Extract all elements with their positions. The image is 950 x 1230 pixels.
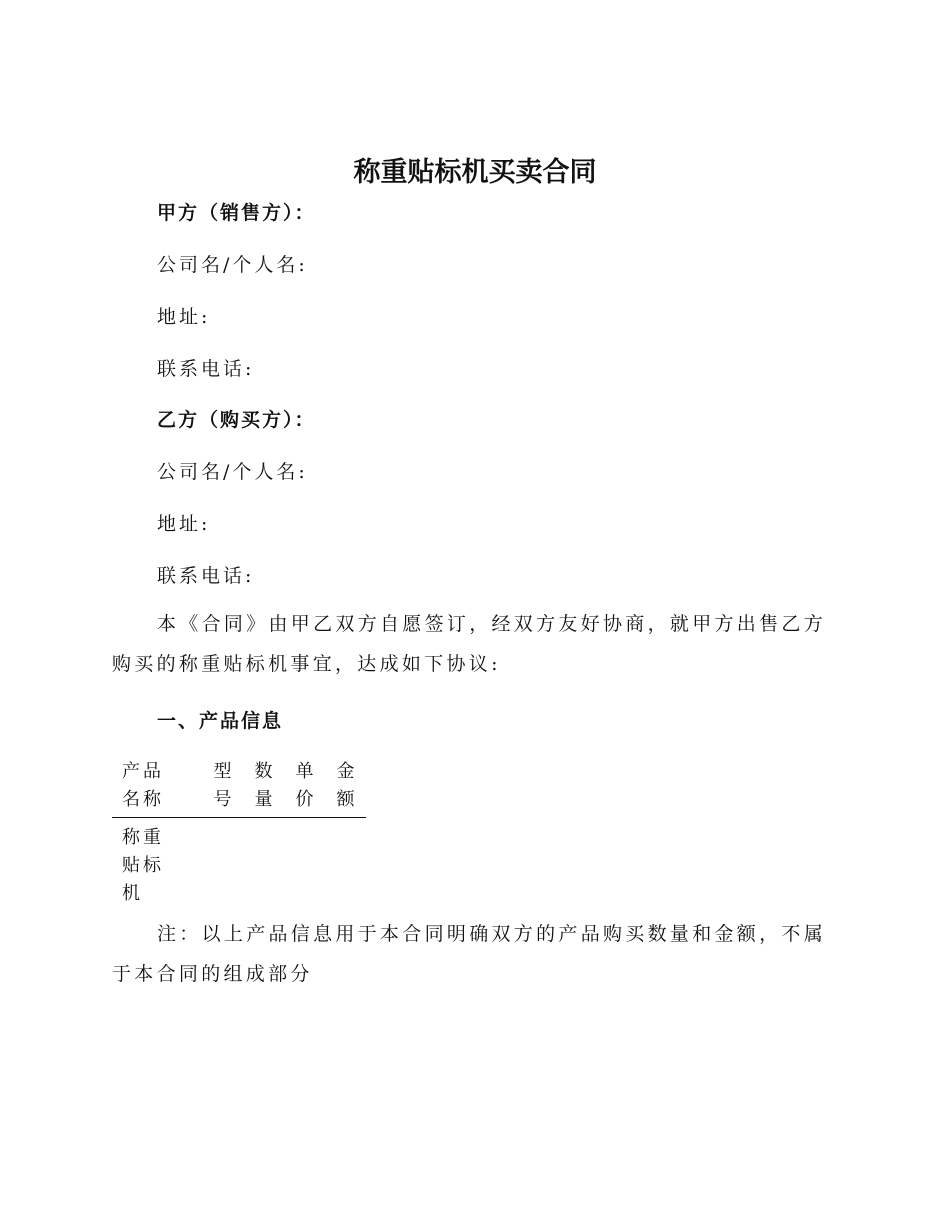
party-b-heading: 乙方（购买方）： [157, 409, 316, 431]
party-b-name-label: 公司名/个人名: [157, 461, 308, 483]
header-unit-price [284, 758, 325, 818]
intro-paragraph: 本《合同》由甲乙双方自愿签订，经双方友好协商，就甲方出售乙方购买的称重贴标机事宜，达成如下协议: [112, 613, 827, 675]
cell-product-name [112, 818, 202, 912]
header-amount [325, 758, 366, 818]
party-b-address-label: 地址: [157, 513, 211, 535]
party-b-phone-label: 联系电话: [157, 565, 255, 587]
header-unit-price-text: 单价 [295, 761, 314, 810]
cell-product-name-text: 称重贴标机 [122, 827, 164, 904]
product-table [112, 758, 366, 911]
cell-quantity [243, 818, 284, 912]
header-product-name-text: 产品名称 [122, 761, 164, 810]
document-title: 称重贴标机买卖合同 [353, 157, 597, 188]
header-product-name [112, 758, 202, 818]
party-a-phone-label: 联系电话: [157, 358, 255, 380]
header-quantity [243, 758, 284, 818]
header-amount-text: 金额 [336, 761, 355, 810]
party-a-heading: 甲方（销售方）： [157, 202, 316, 224]
cell-model [202, 818, 243, 912]
table-row [112, 818, 366, 912]
party-a-name-label: 公司名/个人名: [157, 254, 308, 276]
note-paragraph: 注：以上产品信息用于本合同明确双方的产品购买数量和金额，不属于本合同的组成部分 [112, 923, 827, 985]
cell-unit-price [284, 818, 325, 912]
table-header-row [112, 758, 366, 818]
header-quantity-text: 数量 [254, 761, 273, 810]
cell-amount [325, 818, 366, 912]
section-1-heading: 一、产品信息 [157, 710, 284, 732]
header-model-text: 型号 [213, 761, 232, 810]
party-a-address-label: 地址: [157, 306, 211, 328]
header-model [202, 758, 243, 818]
